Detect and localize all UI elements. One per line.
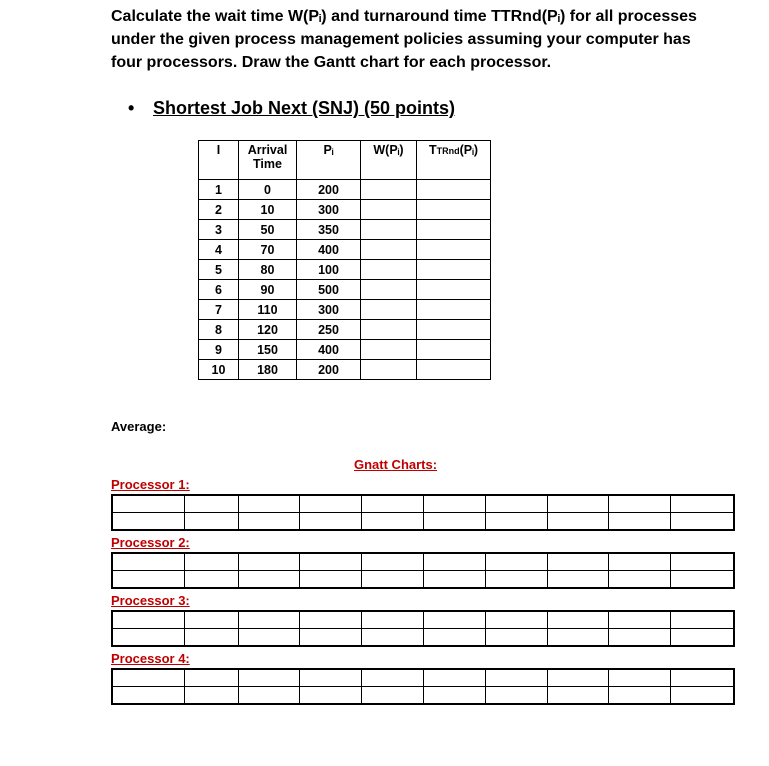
gantt-row: [112, 513, 734, 531]
gantt-cell: [485, 669, 547, 687]
gantt-cell: [423, 495, 485, 513]
cell-p: 400: [297, 240, 361, 260]
processor-label-3: Processor 3:: [111, 593, 190, 608]
section-heading: [128, 98, 455, 119]
cell-arrival: 50: [239, 220, 297, 240]
gantt-row: [112, 571, 734, 589]
gantt-cell: [300, 629, 362, 647]
gantt-cell: [238, 687, 300, 705]
gantt-cell: [485, 611, 547, 629]
cell-arrival: 70: [239, 240, 297, 260]
average-label: Average:: [111, 419, 167, 434]
gantt-cell: [362, 611, 424, 629]
cell-wait: [361, 360, 417, 380]
cell-wait: [361, 320, 417, 340]
table-row: [199, 280, 491, 300]
table-row: [199, 260, 491, 280]
gantt-cell: [671, 629, 734, 647]
table-row: [199, 240, 491, 260]
gantt-cell: [671, 687, 734, 705]
gantt-cell: [609, 553, 671, 571]
gantt-cell: [184, 513, 238, 531]
cell-i: 5: [199, 260, 239, 280]
cell-arrival: 10: [239, 200, 297, 220]
cell-i: 2: [199, 200, 239, 220]
header-wait: W(Pᵢ): [361, 141, 417, 180]
gantt-cell: [300, 687, 362, 705]
cell-i: 10: [199, 360, 239, 380]
gantt-cell: [423, 687, 485, 705]
gantt-cell: [547, 611, 609, 629]
table-row: [199, 180, 491, 200]
gantt-cell: [238, 495, 300, 513]
gantt-cell: [300, 495, 362, 513]
table-header-row: [199, 141, 491, 180]
gantt-cell: [485, 687, 547, 705]
table-row: [199, 220, 491, 240]
cell-p: 100: [297, 260, 361, 280]
gantt-row: [112, 611, 734, 629]
gantt-cell: [671, 611, 734, 629]
gantt-cell: [485, 513, 547, 531]
cell-trnd: [417, 300, 491, 320]
gantt-cell: [423, 611, 485, 629]
gantt-cell: [362, 629, 424, 647]
gantt-cell: [423, 629, 485, 647]
cell-wait: [361, 260, 417, 280]
gantt-chart-processor-4: [111, 668, 735, 705]
instructions-text: Calculate the wait time W(Pᵢ) and turnaround time TTRnd(Pᵢ) for all processes under the given process management policies assuming your computer has four processors. Draw the Gantt chart for each processor.: [111, 8, 697, 71]
table-row: [199, 300, 491, 320]
gantt-cell: [423, 553, 485, 571]
cell-wait: [361, 280, 417, 300]
cell-wait: [361, 240, 417, 260]
gantt-cell: [112, 553, 184, 571]
gantt-cell: [547, 571, 609, 589]
gantt-cell: [184, 571, 238, 589]
gantt-cell: [184, 611, 238, 629]
cell-p: 350: [297, 220, 361, 240]
cell-i: 3: [199, 220, 239, 240]
gantt-cell: [112, 687, 184, 705]
gantt-cell: [184, 669, 238, 687]
gantt-cell: [184, 687, 238, 705]
gantt-cell: [547, 629, 609, 647]
gantt-cell: [362, 669, 424, 687]
cell-arrival: 0: [239, 180, 297, 200]
gantt-cell: [112, 495, 184, 513]
gantt-cell: [300, 611, 362, 629]
header-p: Pᵢ: [297, 141, 361, 180]
cell-trnd: [417, 340, 491, 360]
gantt-title: Gnatt Charts:: [354, 457, 438, 472]
cell-trnd: [417, 260, 491, 280]
gantt-cell: [184, 629, 238, 647]
cell-p: 500: [297, 280, 361, 300]
gantt-cell: [300, 669, 362, 687]
gantt-cell: [609, 513, 671, 531]
gantt-cell: [423, 571, 485, 589]
cell-wait: [361, 340, 417, 360]
header-trnd: TTRnd(Pᵢ): [417, 141, 491, 180]
cell-arrival: 110: [239, 300, 297, 320]
gantt-cell: [671, 495, 734, 513]
gantt-cell: [238, 513, 300, 531]
gantt-cell: [671, 669, 734, 687]
gantt-cell: [423, 513, 485, 531]
gantt-cell: [362, 513, 424, 531]
processor-label-1: Processor 1:: [111, 477, 190, 492]
cell-arrival: 80: [239, 260, 297, 280]
gantt-cell: [547, 495, 609, 513]
header-arrival: Arrival Time: [239, 141, 297, 180]
gantt-cell: [300, 571, 362, 589]
gantt-cell: [300, 553, 362, 571]
cell-arrival: 90: [239, 280, 297, 300]
cell-p: 250: [297, 320, 361, 340]
processor-label-2: Processor 2:: [111, 535, 190, 550]
gantt-cell: [609, 571, 671, 589]
gantt-cell: [238, 571, 300, 589]
cell-arrival: 180: [239, 360, 297, 380]
gantt-cell: [485, 571, 547, 589]
cell-wait: [361, 300, 417, 320]
cell-i: 4: [199, 240, 239, 260]
cell-p: 300: [297, 200, 361, 220]
gantt-cell: [112, 669, 184, 687]
cell-trnd: [417, 240, 491, 260]
table-row: [199, 320, 491, 340]
cell-wait: [361, 200, 417, 220]
gantt-cell: [362, 571, 424, 589]
gantt-cell: [547, 669, 609, 687]
process-table: [198, 140, 491, 380]
gantt-cell: [671, 571, 734, 589]
gantt-cell: [485, 553, 547, 571]
table-row: [199, 200, 491, 220]
cell-i: 1: [199, 180, 239, 200]
gantt-chart-processor-1: [111, 494, 735, 531]
gantt-cell: [671, 513, 734, 531]
cell-trnd: [417, 320, 491, 340]
gantt-cell: [300, 513, 362, 531]
cell-i: 7: [199, 300, 239, 320]
gantt-cell: [609, 687, 671, 705]
cell-trnd: [417, 180, 491, 200]
cell-p: 200: [297, 180, 361, 200]
gantt-row: [112, 495, 734, 513]
section-title: Shortest Job Next (SNJ) (50 points): [153, 98, 456, 118]
cell-trnd: [417, 200, 491, 220]
cell-wait: [361, 180, 417, 200]
gantt-cell: [184, 553, 238, 571]
cell-p: 300: [297, 300, 361, 320]
gantt-cell: [362, 495, 424, 513]
cell-i: 9: [199, 340, 239, 360]
gantt-cell: [112, 629, 184, 647]
gantt-cell: [238, 553, 300, 571]
cell-trnd: [417, 280, 491, 300]
gantt-cell: [547, 513, 609, 531]
cell-trnd: [417, 360, 491, 380]
cell-i: 6: [199, 280, 239, 300]
cell-p: 200: [297, 360, 361, 380]
gantt-cell: [609, 629, 671, 647]
header-i: I: [199, 141, 239, 180]
gantt-cell: [238, 629, 300, 647]
gantt-cell: [112, 513, 184, 531]
gantt-chart-processor-2: [111, 552, 735, 589]
gantt-cell: [609, 611, 671, 629]
gantt-cell: [485, 495, 547, 513]
gantt-cell: [547, 553, 609, 571]
cell-p: 400: [297, 340, 361, 360]
gantt-row: [112, 629, 734, 647]
gantt-cell: [423, 669, 485, 687]
gantt-cell: [362, 687, 424, 705]
gantt-cell: [238, 611, 300, 629]
gantt-cell: [609, 495, 671, 513]
gantt-cell: [547, 687, 609, 705]
bullet-icon: •: [128, 98, 135, 118]
gantt-row: [112, 669, 734, 687]
gantt-cell: [112, 611, 184, 629]
gantt-cell: [485, 629, 547, 647]
gantt-cell: [238, 669, 300, 687]
cell-i: 8: [199, 320, 239, 340]
cell-trnd: [417, 220, 491, 240]
gantt-row: [112, 687, 734, 705]
table-row: [199, 340, 491, 360]
gantt-row: [112, 553, 734, 571]
gantt-cell: [671, 553, 734, 571]
gantt-cell: [112, 571, 184, 589]
cell-arrival: 120: [239, 320, 297, 340]
processor-label-4: Processor 4:: [111, 651, 190, 666]
gantt-chart-processor-3: [111, 610, 735, 647]
gantt-cell: [184, 495, 238, 513]
cell-arrival: 150: [239, 340, 297, 360]
gantt-cell: [362, 553, 424, 571]
cell-wait: [361, 220, 417, 240]
table-row: [199, 360, 491, 380]
gantt-cell: [609, 669, 671, 687]
